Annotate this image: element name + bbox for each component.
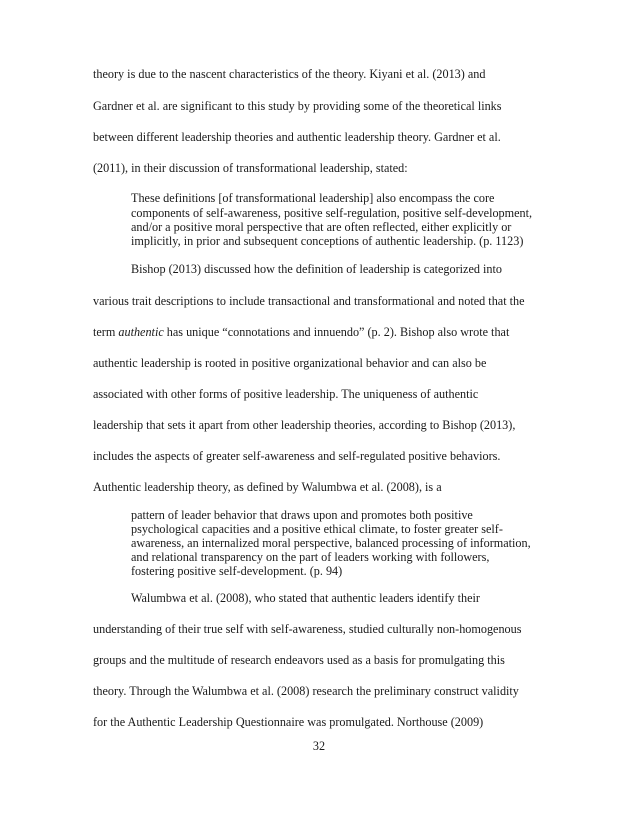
body-text-line: Authentic leadership theory, as defined by Walumbwa et al. (2008), is a: [93, 480, 442, 494]
body-text-line: various trait descriptions to include transactional and transformational and noted that the: [93, 294, 525, 308]
block-quote-line: These definitions [of transformational leadership] also encompass the core: [131, 191, 495, 205]
text-run: has unique “connotations and innuendo” (p. 2). Bishop also wrote that: [163, 325, 510, 339]
body-text-line: Bishop (2013) discussed how the definition of leadership is categorized into: [131, 262, 502, 276]
text-run: term: [93, 325, 119, 339]
body-text-line: between different leadership theories and authentic leadership theory. Gardner et al.: [93, 130, 501, 144]
body-text-line: for the Authentic Leadership Questionnaire was promulgated. Northouse (2009): [93, 715, 484, 729]
block-quote-line: fostering positive self-development. (p. 94): [131, 564, 343, 578]
body-text-line: includes the aspects of greater self-awareness and self-regulated positive behaviors.: [93, 449, 501, 463]
block-quote-line: psychological capacities and a positive ethical climate, to foster greater self-: [131, 522, 503, 536]
body-text-line: Gardner et al. are significant to this study by providing some of the theoretical links: [93, 99, 502, 113]
block-quote-line: components of self-awareness, positive self-regulation, positive self-development,: [131, 206, 533, 220]
body-text-line: [93, 325, 509, 340]
page-number: 32: [312, 739, 326, 753]
body-text-line: groups and the multitude of research endeavors used as a basis for promulgating this: [93, 653, 505, 667]
block-quote-line: and relational transparency on the part of leaders working with followers,: [131, 550, 490, 564]
body-text-line: understanding of their true self with self-awareness, studied culturally non-homogenous: [93, 622, 522, 636]
body-text-line: theory. Through the Walumbwa et al. (2008) research the preliminary construct validity: [93, 684, 519, 698]
block-quote-line: pattern of leader behavior that draws upon and promotes both positive: [131, 508, 473, 522]
body-text-line: Walumbwa et al. (2008), who stated that authentic leaders identify their: [131, 591, 480, 605]
italic-term: authentic: [118, 325, 164, 339]
block-quote-line: and/or a positive moral perspective that are often reflected, either explicitly or: [131, 220, 512, 234]
block-quote-line: implicitly, in prior and subsequent conceptions of authentic leadership. (p. 1123): [131, 234, 524, 248]
body-text-line: leadership that sets it apart from other leadership theories, according to Bishop (2013),: [93, 418, 516, 432]
block-quote-line: awareness, an internalized moral perspective, balanced processing of information,: [131, 536, 531, 550]
body-text-line: authentic leadership is rooted in positive organizational behavior and can also be: [93, 356, 487, 370]
body-text-line: associated with other forms of positive leadership. The uniqueness of authentic: [93, 387, 479, 401]
body-text-line: theory is due to the nascent characteristics of the theory. Kiyani et al. (2013) and: [93, 67, 486, 81]
body-text-line: (2011), in their discussion of transformational leadership, stated:: [93, 161, 408, 175]
